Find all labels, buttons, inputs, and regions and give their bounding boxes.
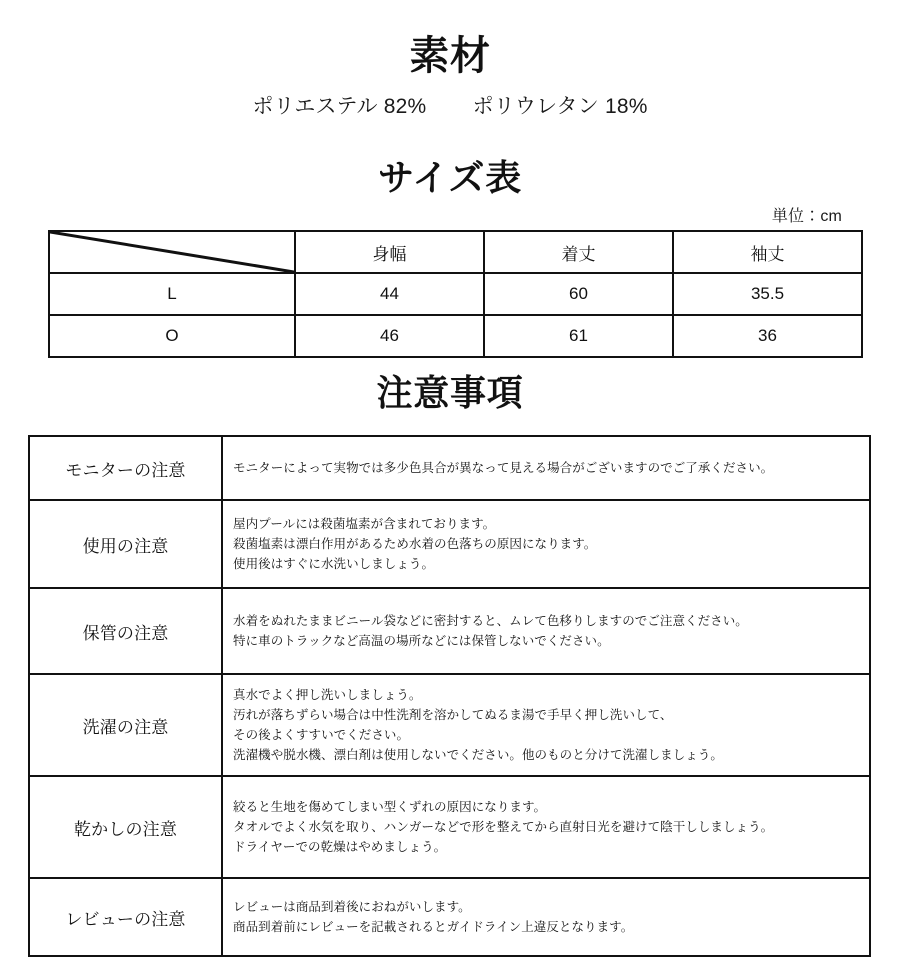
size-column-header-sleeve: 袖丈 [673,231,862,273]
precaution-line: モニターによって実物では多少色具合が異なって見える場合がございますのでご了承ください。 [233,460,774,475]
size-table-header-row [49,231,862,273]
size-row-label-l: L [49,273,295,315]
precaution-line: その後よくすすいでください。 [233,728,410,742]
precautions-table [28,435,871,957]
size-value-o-length: 61 [484,315,673,357]
size-value-o-chest: 46 [295,315,484,357]
table-row [29,674,870,776]
precaution-text-drying [222,776,870,878]
table-row [29,776,870,878]
precaution-line: 洗濯機や脱水機、漂白剤は使用しないでください。他のものと分けて洗濯しましょう。 [233,748,723,763]
size-table-row [49,315,862,357]
precaution-line: 絞ると生地を傷めてしまい型くずれの原因になります。 [233,799,547,814]
precaution-label-storage: 保管の注意 [29,588,222,674]
size-table-corner-cell [49,231,295,273]
precaution-text-storage [222,588,870,674]
precaution-label-monitor: モニターの注意 [29,436,222,500]
precaution-text-washing [222,674,870,776]
precaution-text-usage [222,500,870,588]
precaution-line: ドライヤーでの乾燥はやめましょう。 [233,840,447,855]
precaution-line: 屋内プールには殺菌塩素が含まれております。 [233,516,496,531]
size-unit-note: 単位：cm [771,208,842,225]
material-composition-polyurethane: ポリウレタン 18% [472,95,648,118]
precaution-label-washing: 洗濯の注意 [29,674,222,776]
precaution-line: 殺菌塩素は漂白作用があるため水着の色落ちの原因になります。 [233,536,597,551]
size-column-header-length: 着丈 [484,231,673,273]
precaution-line: 汚れが落ちずらい場合は中性洗剤を溶かしてぬるま湯で手早く押し洗いして、 [233,707,673,722]
size-chart-table [48,230,863,358]
precaution-line: タオルでよく水気を取り、ハンガーなどで形を整えてから直射日光を避けて陰干ししましょう。 [233,819,774,834]
size-value-o-sleeve: 36 [673,315,862,357]
precaution-label-usage: 使用の注意 [29,500,222,588]
diagonal-divider-icon [50,232,294,272]
precaution-text-review [222,878,870,956]
size-value-l-chest: 44 [295,273,484,315]
material-composition-polyester: ポリエステル 82% [252,95,427,118]
precaution-line: 特に車のトラックなど高温の場所などには保管しないでください。 [233,634,610,648]
size-value-l-length: 60 [484,273,673,315]
size-chart-heading: サイズ表 [378,157,522,198]
precaution-line: 使用後はすぐに水洗いしましょう。 [233,557,435,572]
material-section-heading: 素材 [409,34,491,78]
size-table-row [49,273,862,315]
precaution-text-monitor [222,436,870,500]
precaution-line: 水着をぬれたままビニール袋などに密封すると、ムレて色移りしますのでご注意ください。 [233,613,748,628]
precaution-label-drying: 乾かしの注意 [29,776,222,878]
size-column-header-chest: 身幅 [295,231,484,273]
table-row [29,436,870,500]
precaution-line: 商品到着前にレビューを記載されるとガイドライン上違反となります。 [233,920,634,934]
precaution-line: レビューは商品到着後におねがいします。 [233,899,471,914]
table-row [29,878,870,956]
material-composition [0,90,900,120]
size-value-l-sleeve: 35.5 [673,273,862,315]
table-row [29,500,870,588]
precautions-heading: 注意事項 [376,372,524,413]
table-row [29,588,870,674]
precaution-label-review: レビューの注意 [29,878,222,956]
precaution-line: 真水でよく押し洗いしましょう。 [233,687,422,702]
size-row-label-o: O [49,315,295,357]
